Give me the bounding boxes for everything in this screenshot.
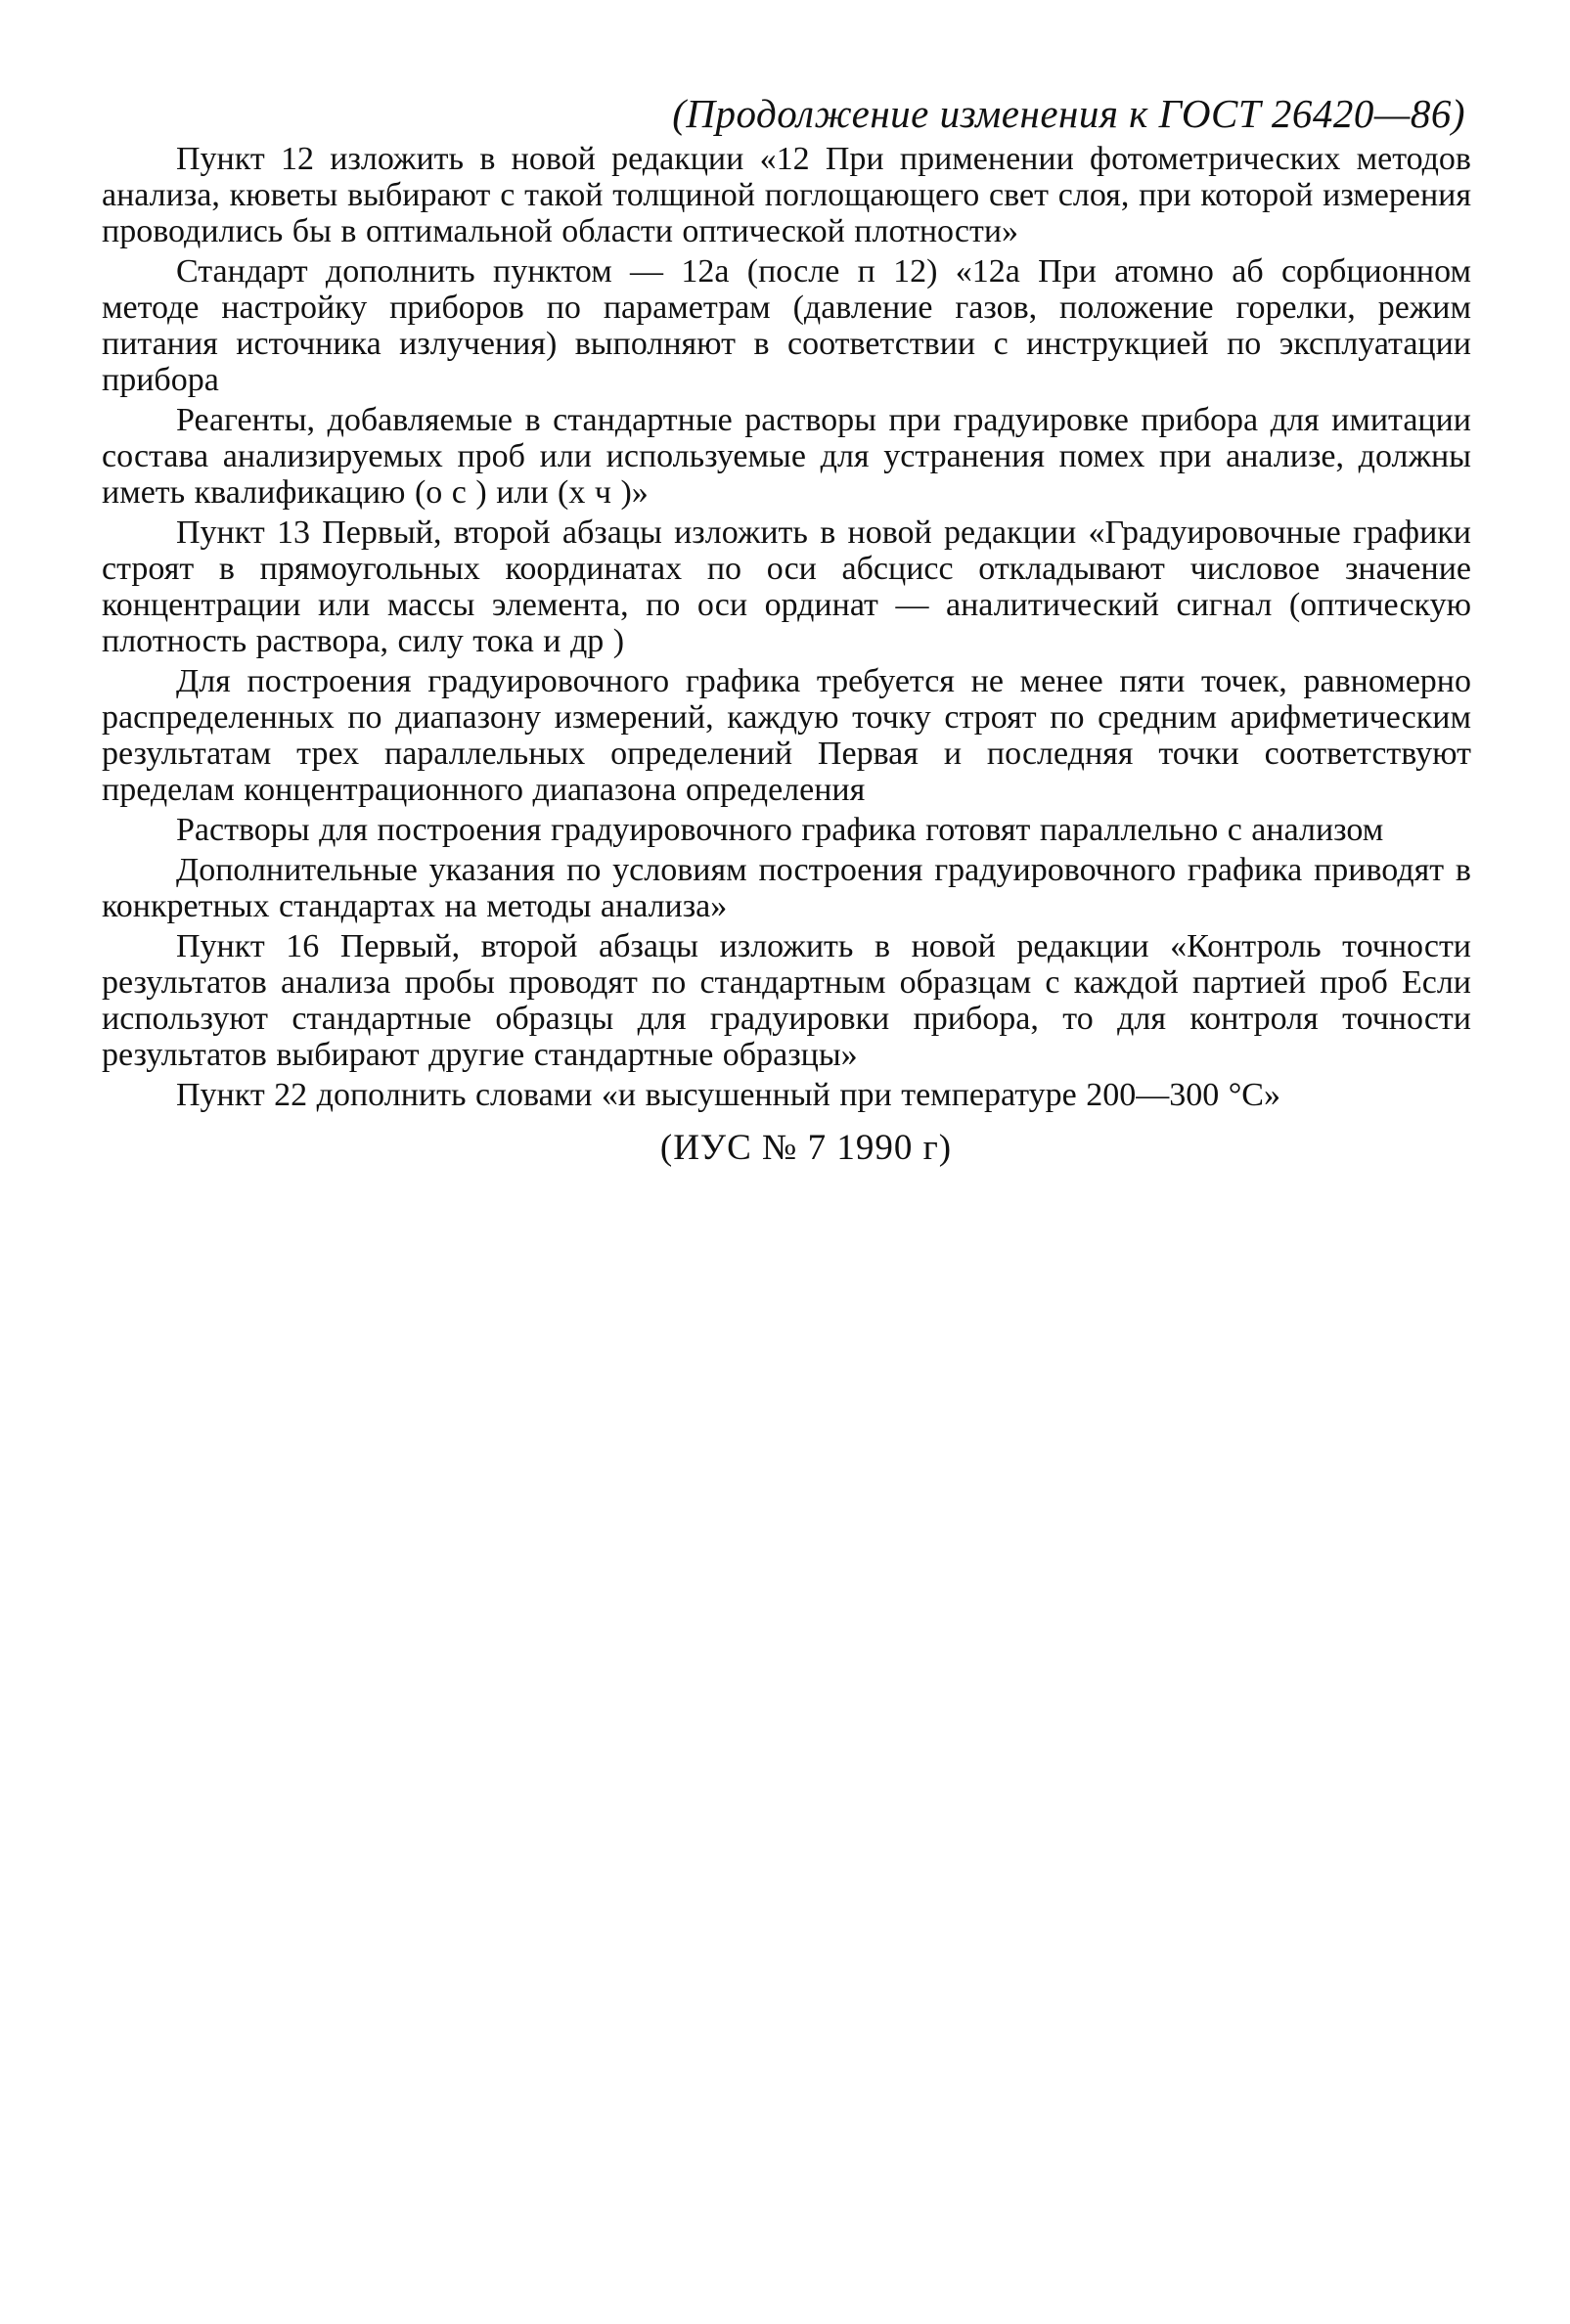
paragraph-reagents: Реагенты, добавляемые в стандартные растворы при градуировке прибора для имитации состава анализируемых проб или используемые для устранения помех при анализе, должны иметь квалификацию (о с ) или (х ч )»: [102, 402, 1471, 511]
paragraph-clause-13: Пункт 13 Первый, второй абзацы изложить в новой редакции «Градуировочные графики строят в прямоугольных координатах по оси абсцисс откладывают числовое значение концентрации или массы элемента, по оси ординат — аналитический сигнал (оптическую плотность раствора, силу тока и др ): [102, 514, 1471, 659]
paragraph-clause-16: Пункт 16 Первый, второй абзацы изложить в новой редакции «Контроль точности результатов анализа пробы проводят по стандартным образцам с каждой партией проб Если используют стандартные образцы для градуировки прибора, то для контроля точности результатов выбирают другие стандартные образцы»: [102, 928, 1471, 1073]
continuation-header: (Продолжение изменения к ГОСТ 26420—86): [672, 91, 1465, 136]
document-page: [102, 90, 1471, 1170]
paragraph-calibration-points: Для построения градуировочного графика требуется не менее пяти точек, равномерно распределенных по диапазону измерений, каждую точку строят по средним арифметическим результатам трех параллельных определений Первая и последняя точки соответствуют пределам концентрационного диапазона определения: [102, 663, 1471, 808]
paragraph-additional-instructions: Дополнительные указания по условиям построения градуировочного графика приводят в конкретных стандартах на методы анализа»: [102, 852, 1471, 924]
paragraph-clause-22: Пункт 22 дополнить словами «и высушенный при температуре 200—300 °С»: [176, 1077, 1280, 1113]
publication-reference: (ИУС № 7 1990 г): [659, 1128, 953, 1168]
paragraph-clause-12: Пункт 12 изложить в новой редакции «12 При применении фотометрических методов анализа, кюветы выбирают с такой толщиной поглощающего свет слоя, при которой измерения проводились бы в оптимальной области оптической плотности»: [102, 141, 1471, 249]
paragraph-calibration-solutions: Растворы для построения градуировочного графика готовят параллельно с анализом: [176, 812, 1384, 848]
paragraph-clause-12a: Стандарт дополнить пунктом — 12а (после п 12) «12а При атомно аб сорбционном методе настройку приборов по параметрам (давление газов, положение горелки, режим питания источника излучения) выполняют в соответствии с инструкцией по эксплуатации прибора: [102, 253, 1471, 398]
